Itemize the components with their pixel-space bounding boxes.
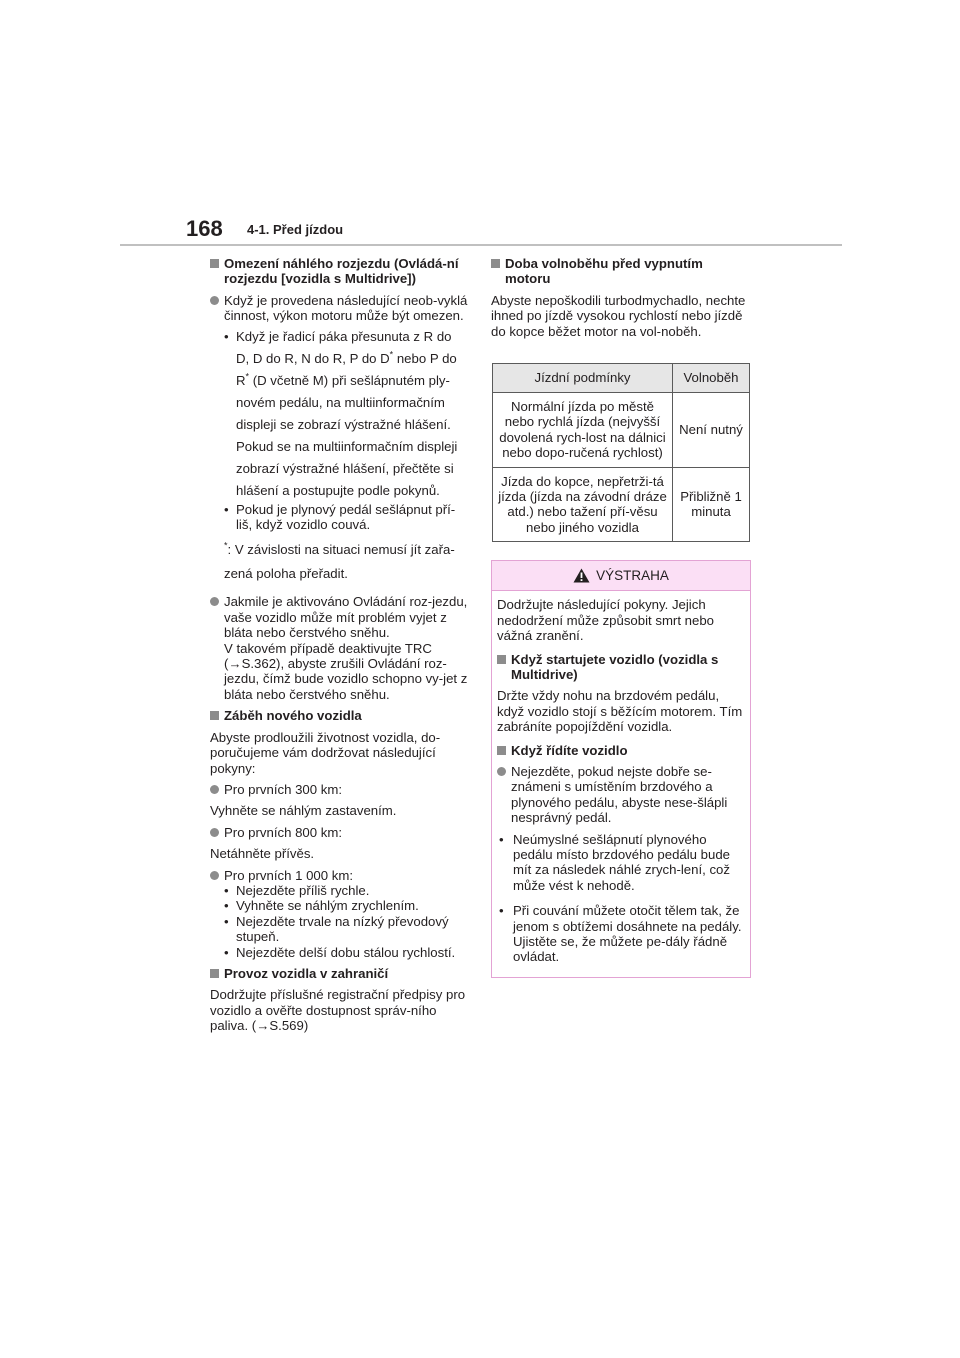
heading-break-in: Záběh nového vozidla — [210, 708, 468, 723]
square-bullet-icon — [497, 746, 506, 755]
heading-abroad: Provoz vozidla v zahraničí — [210, 966, 468, 981]
warning-triangle-icon — [573, 568, 590, 583]
page-number: 168 — [186, 216, 223, 241]
break-in-text: Abyste prodloužili životnost vozidla, do-poručujeme vám dodržovat následující pokyny: — [210, 729, 441, 776]
starting-text: Držte vždy nohu na brzdovém pedálu, když vozidlo stojí s běžícím motorem. Tím zabráníte popojíždění vozidla. — [497, 688, 743, 735]
table-cell: Jízda do kopce, nepřetrži-tá jízda (jízda na závodní dráze atd.) nebo tažení pří-věsu nebo jiného vozidla — [493, 467, 673, 542]
table-header-row — [493, 364, 750, 393]
warning-box — [491, 560, 751, 978]
circle-bullet-icon — [210, 597, 219, 606]
square-bullet-icon — [210, 969, 219, 978]
square-bullet-icon — [210, 259, 219, 268]
warning-intro: Dodržujte následující pokyny. Jejich nedodržení může způsobit smrt nebo vážná zranění. — [497, 597, 714, 644]
idling-text: Abyste nepoškodili turbodmychadlo, nechte ihned po jízdě vysokou rychlostí nebo jízdě do kopce běžet motor na vol-noběh. — [491, 292, 746, 339]
page-reference-link[interactable]: S.569) — [269, 1018, 309, 1034]
bullet-list — [499, 832, 744, 965]
list-item: • Při couvání můžete otočit tělem tak, že jenom s obtížemi dosáhnete na pedály. Ujistěte se, že můžete pe-dály řádně ovládat. — [499, 903, 742, 965]
table-cell: Přibližně 1 minuta — [673, 467, 750, 542]
item-first-300km: Pro prvních 300 km: — [210, 782, 468, 797]
item-unusual-operation: Když je provedena následující neob-vyklá činnost, výkon motoru může být omezen. • Když je řadicí páka přesunuta z R do D, D do R, N do R, P do D* nebo P do R* (D včetně M) při sešlápnutém ply-novém pedálu, na multiinformačním displeji se zobrazí výstražné hlášení. Pokud se na multiinformačním displeji zobrazí výstražné hlášení, přečtěte si hlášení a postupujte podle pokynů. • Pokud je plynový pedál sešlápnut pří-liš, když vozidlo couvá. *: V závislosti na situaci nemusí jít zařa-zená poloha přeřadit. — [210, 293, 468, 587]
item-first-1000km: Pro prvních 1 000 km: • Nejezděte příliš rychle. • Vyhněte se náhlým zrychlením. • Nejezděte trvale na nízký převodový stupeň. • Nejezděte delší dobu stálou rychlostí. — [210, 868, 468, 960]
circle-bullet-icon — [210, 871, 219, 880]
heading-launch-control: Omezení náhlého rozjezdu (Ovládá-ní rozjezdu [vozidla s Multidrive]) — [210, 256, 468, 287]
square-bullet-icon — [497, 655, 506, 664]
heading-driving: Když řídíte vozidlo — [497, 743, 744, 758]
item-pedals: Nejezděte, pokud nejste dobře se-známeni s umístěním brzdového a plynového pedálu, abyste nese-šlápli nesprávný pedál. — [497, 764, 744, 826]
header-divider — [120, 244, 842, 246]
footnote: *: V závislosti na situaci nemusí jít zařa-zená poloha přeřadit. — [224, 541, 455, 582]
item-launch-control-mud: Jakmile je aktivováno Ovládání roz-jezdu, vaše vozidlo může mít problém vyjet z bláta nebo čerstvého sněhu. V takovém případě deaktivujte TRC (→S.362), abyste zrušili Ovládání roz-jezdu, čímž bude vozidlo schopno vy-jet z bláta nebo čerstvého sněhu. — [210, 594, 468, 702]
left-column — [210, 256, 468, 1040]
list-item: • Pokud je plynový pedál sešlápnut pří-liš, když vozidlo couvá. — [224, 501, 456, 533]
bullet-list — [224, 883, 468, 960]
abroad-text: Dodržujte příslušné registrační předpisy pro vozidlo a ověřte dostupnost správ-ního paliva. (→S.569) — [210, 987, 466, 1034]
warning-body — [492, 591, 750, 977]
list-item: • Neúmyslné sešlápnutí plynového pedálu místo brzdového pedálu bude mít za následek náhlé zrych-lení, což může vést k nehodě. — [499, 831, 731, 893]
warning-title: VÝSTRAHA — [596, 568, 669, 584]
right-column — [491, 256, 751, 978]
first-300km-text: Vyhněte se náhlým zastavením. — [210, 803, 397, 819]
arrow-icon: → — [228, 656, 242, 672]
column-header: Jízdní podmínky — [493, 364, 673, 393]
list-item: • Nejezděte příliš rychle. — [224, 882, 370, 898]
table-row — [493, 393, 750, 468]
arrow-icon: → — [256, 1018, 270, 1034]
square-bullet-icon — [491, 259, 500, 268]
list-item: • Když je řadicí páka přesunuta z R do D, D do R, N do R, P do D* nebo P do R* (D včetně M) při sešlápnutém ply-novém pedálu, na multiinformačním displeji se zobrazí výstražné hlášení. Pokud se na multiinformačním displeji zobrazí výstražné hlášení, přečtěte si hlášení a postupujte podle pokynů. — [224, 328, 458, 498]
heading-idling: Doba volnoběhu před vypnutím motoru — [491, 256, 751, 287]
list-item: • Nejezděte trvale na nízký převodový stupeň. — [224, 913, 449, 945]
heading-starting: Když startujete vozidlo (vozidla s Multidrive) — [497, 652, 744, 683]
square-bullet-icon — [210, 711, 219, 720]
circle-bullet-icon — [210, 296, 219, 305]
list-item: • Nejezděte delší dobu stálou rychlostí. — [224, 944, 456, 960]
table-row — [493, 467, 750, 542]
page-reference-link[interactable]: S.362), abyste zrušili Ovládání roz-jezdu, čímž bude vozidlo schopno vy-jet z bláta nebo čerstvého sněhu. — [224, 656, 468, 702]
circle-bullet-icon — [497, 767, 506, 776]
column-header: Volnoběh — [673, 364, 750, 393]
warning-header — [492, 561, 750, 591]
circle-bullet-icon — [210, 785, 219, 794]
circle-bullet-icon — [210, 828, 219, 837]
first-800km-text: Netáhněte přívěs. — [210, 846, 315, 862]
item-first-800km: Pro prvních 800 km: — [210, 825, 468, 840]
idling-table — [492, 363, 750, 542]
bullet-list — [224, 326, 468, 533]
table-cell: Není nutný — [673, 393, 750, 468]
section-title: 4-1. Před jízdou — [247, 222, 344, 237]
list-item: • Vyhněte se náhlým zrychlením. — [224, 898, 419, 914]
table-cell: Normální jízda po městě nebo rychlá jízda (nejvyšší dovolená rych-lost na dálnici nebo dopo-ručená rychlost) — [493, 393, 673, 468]
